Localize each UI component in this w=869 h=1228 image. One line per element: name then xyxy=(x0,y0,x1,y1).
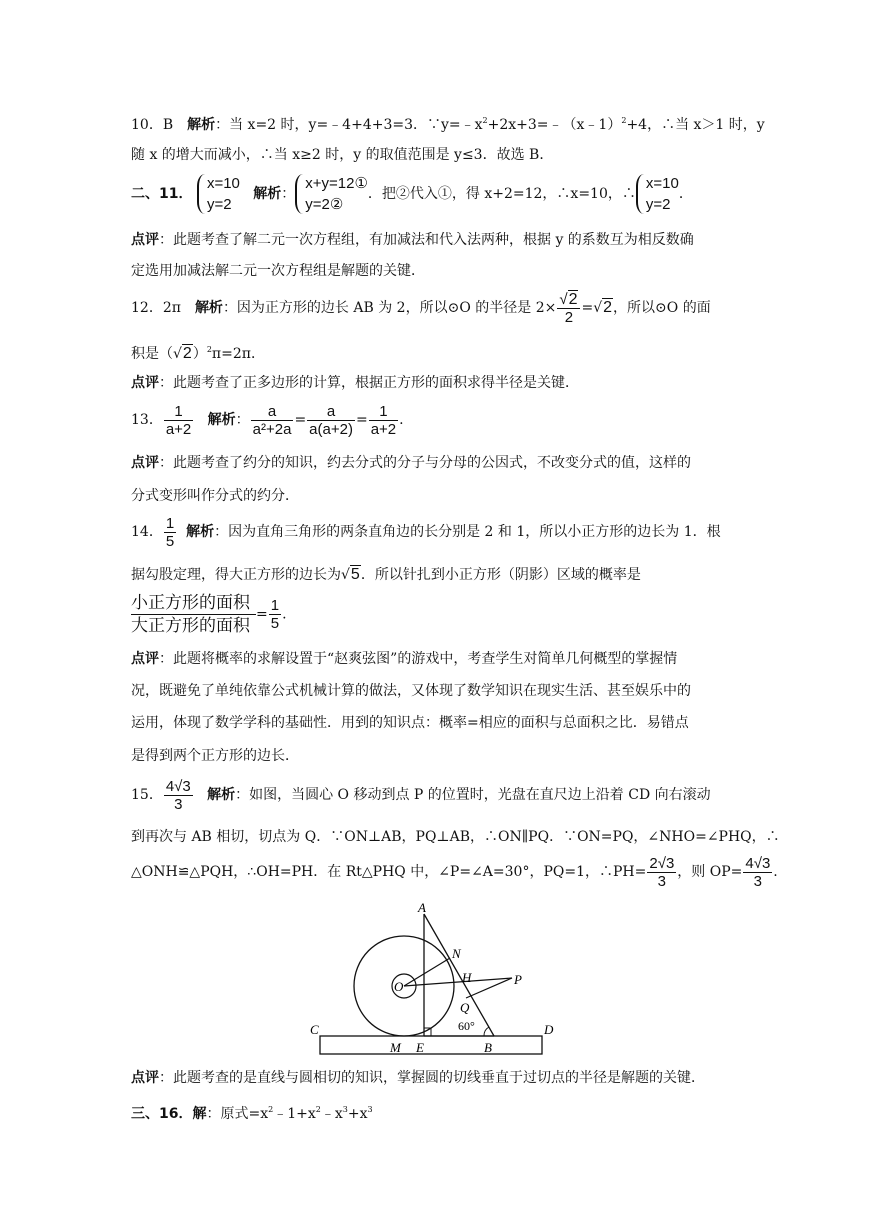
q16-label: 解 xyxy=(192,1106,207,1122)
q11-result-system xyxy=(636,173,679,215)
q14-r-den: 5 xyxy=(270,615,280,632)
q11-equation-system xyxy=(295,173,368,215)
label-H: H xyxy=(462,970,472,985)
q15-f1-num: 2√3 xyxy=(649,854,675,872)
q14-cf-den: 大正方形的面积 xyxy=(131,616,250,636)
q14-ans-den: 5 xyxy=(165,532,175,550)
q14-text2a: 据勾股定理，得大正方形的边长为 xyxy=(131,567,341,583)
q15-comment xyxy=(131,1071,741,1085)
q13-frac3 xyxy=(369,403,398,438)
q13-frac1 xyxy=(251,403,294,438)
q12-root2: 2 xyxy=(603,299,613,316)
q14-line3: $\frac{\text{小正方形的面积}}{\text{大正方形的面积}}$ = $\frac{1}{5}$ . xyxy=(131,593,287,636)
geometry-figure xyxy=(300,900,570,1060)
label-Q: Q xyxy=(460,1000,470,1015)
q13-f1-num: a xyxy=(251,403,294,421)
q13-label: 解析 xyxy=(207,412,236,428)
q16-text-d: +x xyxy=(347,1106,368,1122)
label-P: P xyxy=(514,972,522,987)
q11-answer-system xyxy=(197,173,240,215)
q12-den: 2 xyxy=(564,308,574,326)
q11-comment1 xyxy=(131,233,741,247)
q12-root: 2 xyxy=(568,290,578,308)
q14-answer xyxy=(164,515,176,550)
q12-line1: 12．2π 解析：因为正方形的边长 AB 为 2，所以⊙O 的半径是 2× $\frac{√2}{2}$ =√2，所以⊙O 的面 xyxy=(131,290,711,326)
q15-line3: △ONH≌△PQH，∴OH=PH．在 Rt△PHQ 中，∠P=∠A=30°，PQ=1，∴PH= $\frac{2√3}{3}$ ，则 OP= $\frac{4√3}{3}$ . xyxy=(131,854,778,890)
q12-text3: ，所以⊙O 的面 xyxy=(613,300,711,316)
q14-ans-num: 1 xyxy=(165,514,175,532)
q10-answer: 10．B xyxy=(131,117,188,133)
q14-comment3: 运用，体现了数学学科的基础性．用到的知识点：概率=相应的面积与总面积之比．易错点 xyxy=(131,715,689,731)
q15-text3b: ，则 OP= xyxy=(677,864,743,880)
q10-text-a: ：当 x=2 时，y=﹣4+4+3=3．∵y=﹣x xyxy=(215,117,483,133)
q12-fraction: $\frac{√2}{2}$ xyxy=(557,291,580,326)
label-angle: 60° xyxy=(458,1019,475,1033)
label-B: B xyxy=(484,1040,492,1055)
q15-f2-num: 4√3 xyxy=(745,854,771,872)
q15-line2: 到再次与 AB 相切，切点为 Q．∵ON⊥AB，PQ⊥AB，∴ON∥PQ．∵ON=PQ，∠NHO=∠PHQ，∴ xyxy=(131,829,780,845)
q11-label: 解析 xyxy=(253,186,282,202)
ruler xyxy=(320,1036,542,1054)
q14-comment-text1: ：此题将概率的求解设置于“赵爽弦图”的游戏中，考查学生对简单几何概型的掌握情 xyxy=(159,651,678,667)
q14-text1: ：因为直角三角形的两条直角边的长分别是 2 和 1，所以小正方形的边长为 1．根 xyxy=(214,524,721,540)
q14-line1 xyxy=(131,512,741,552)
label-A: A xyxy=(418,900,426,915)
q16-text-a: ：原式=x xyxy=(206,1106,269,1122)
q16-text-b: ﹣1+x xyxy=(273,1106,316,1122)
q11-comment2: 定选用加减法解二元一次方程组是解题的关键． xyxy=(131,263,425,279)
q13-f3-den: a+2 xyxy=(370,420,397,438)
q12-line2b: ） xyxy=(192,346,207,362)
q15-f1-den: 3 xyxy=(657,872,666,890)
q11-line: 二、11． x=10 y=2 解析： x+y=12① y=2② ．把②代入①，得 x+2=12，∴x=10，∴ x=10 y=2 ． xyxy=(131,175,693,213)
q11-res2: y=2 xyxy=(645,196,671,213)
q15-ans-den: 3 xyxy=(174,795,183,813)
q15-text1: ：如图，当圆心 O 移动到点 P 的位置时，光盘在直尺边上沿着 CD 向右滚动 xyxy=(235,787,711,803)
q13-comment2: 分式变形叫作分式的约分． xyxy=(131,488,299,504)
q15-frac1 xyxy=(647,855,676,890)
q11-ans1: x=10 xyxy=(206,175,240,192)
q13-f3-num: 1 xyxy=(369,403,398,421)
q13-f1-den: a²+2a xyxy=(252,420,292,438)
q11-eq2: y=2② xyxy=(305,196,344,213)
q12-line2a: 积是（ xyxy=(131,346,173,362)
q14-text2b: ．所以针扎到小正方形（阴影）区域的概率是 xyxy=(360,567,641,583)
q15-answer xyxy=(164,778,193,813)
q13-comment-label: 点评 xyxy=(131,455,159,471)
q14-cf-num: 小正方形的面积 xyxy=(131,592,256,615)
q13-line: 13． $\frac{1}{a+2}$ 解析： $\frac{a}{\text{a²+2a}}$ = $\frac{a}{a(a+2)}$ = $\frac{1}{a+2}$ . xyxy=(131,402,404,438)
q12-comment-text: ：此题考查了正多边形的计算，根据正方形的面积求得半径是关键． xyxy=(159,375,579,391)
angle-arc-B xyxy=(484,1027,489,1036)
label-C: C xyxy=(310,1022,319,1037)
q10-line1: 10．B 解析：当 x=2 时，y=﹣4+4+3=3．$\because y=﹣x^2+2x+3=﹣(x﹣1)^2+4$，∴当 x＞1 时，y xyxy=(131,116,765,133)
q11-res1: x=10 xyxy=(645,175,679,192)
q15-ans-num: 4√3 xyxy=(165,777,191,795)
q15-prefix: 15． xyxy=(131,787,163,803)
q13-f2-num: a xyxy=(307,403,355,421)
q12-eq: = xyxy=(581,300,594,316)
q11-comment-label: 点评 xyxy=(131,232,159,248)
label-E: E xyxy=(416,1040,424,1055)
q10-label: 解析 xyxy=(187,117,216,133)
q14-r-num: 1 xyxy=(270,597,280,614)
q13-prefix: 13． xyxy=(131,412,163,428)
q12-text1: ：因为正方形的边长 AB 为 2，所以⊙O 的半径是 2× xyxy=(222,300,557,316)
q14-prefix: 14． xyxy=(131,524,163,540)
q15-text3: △ONH≌△PQH，∴OH=PH．在 Rt△PHQ 中，∠P=∠A=30°，PQ=1，∴PH= xyxy=(131,864,647,880)
q15-comment-label: 点评 xyxy=(131,1070,159,1086)
q11-end: ． xyxy=(678,186,693,202)
q11-eq1: x+y=12① xyxy=(305,175,368,192)
q14-result xyxy=(269,597,281,632)
q15-line1 xyxy=(131,775,741,815)
q12-label: 解析 xyxy=(194,300,223,316)
q11-prefix: 二、11． xyxy=(131,186,193,202)
label-M: M xyxy=(390,1040,401,1055)
q14-comment1 xyxy=(131,652,741,666)
q12-comment xyxy=(131,376,741,390)
q14-line2: 据勾股定理，得大正方形的边长为√5．所以针扎到小正方形（阴影）区域的概率是 xyxy=(131,566,641,583)
q16-prefix: 三、16． xyxy=(131,1106,193,1122)
line-ON xyxy=(404,958,450,986)
q14-root: 5 xyxy=(350,566,360,583)
q13-f2-den: a(a+2) xyxy=(309,420,353,438)
q10-line2: 随 x 的增大而减小，∴当 x≥2 时，y 的取值范围是 y≤3．故选 B． xyxy=(131,147,554,163)
q12-comment-label: 点评 xyxy=(131,375,159,391)
line-AB xyxy=(424,914,494,1036)
q13-frac2 xyxy=(307,403,355,438)
q15-f2-den: 3 xyxy=(753,872,762,890)
q16-line: 三、16．解：原式$=x^2﹣1+x^2﹣x^3+x^3$ xyxy=(131,1105,373,1122)
q16-text-c: ﹣x xyxy=(320,1106,343,1122)
q15-label: 解析 xyxy=(207,787,236,803)
q14-label: 解析 xyxy=(186,524,215,540)
q12-root3: 2 xyxy=(182,345,192,362)
q15-comment-text: ：此题考查的是直线与圆相切的知识，掌握圆的切线垂直于过切点的半径是解题的关键． xyxy=(159,1070,705,1086)
label-O: O xyxy=(394,979,404,994)
q13-ans-den: a+2 xyxy=(165,420,192,438)
q15-frac2 xyxy=(743,855,772,890)
q11-mid: ．把②代入①，得 x+2=12，∴x=10，∴ xyxy=(367,186,636,202)
q12-line2c: π=2π． xyxy=(211,346,265,362)
q14-comment-label: 点评 xyxy=(131,651,159,667)
label-N: N xyxy=(452,946,461,961)
q12-answer: 12．2π xyxy=(131,300,195,316)
q10-text-b: +2x+3=﹣（x﹣1） xyxy=(487,117,622,133)
q14-ratio xyxy=(131,592,256,637)
q12-line2: 积是$(√2)^2\pi=2\pi$． xyxy=(131,345,265,362)
q13-comment1 xyxy=(131,456,741,470)
q14-comment2: 况，既避免了单纯依靠公式机械计算的做法，又体现了数学知识在现实生活、甚至娱乐中的 xyxy=(131,683,691,699)
q13-answer xyxy=(164,403,193,438)
label-D: D xyxy=(544,1022,554,1037)
q14-comment4: 是得到两个正方形的边长． xyxy=(131,748,299,764)
q13-comment-text1: ：此题考查了约分的知识，约去分式的分子与分母的公因式，不改变分式的值，这样的 xyxy=(159,455,691,471)
q11-ans2: y=2 xyxy=(206,196,232,213)
q13-ans-num: 1 xyxy=(164,403,193,421)
q10-text-c: +4，∴当 x＞1 时，y xyxy=(626,117,765,133)
q11-comment-text1: ：此题考查了解二元一次方程组，有加减法和代入法两种，根据 y 的系数互为相反数确 xyxy=(159,232,694,248)
